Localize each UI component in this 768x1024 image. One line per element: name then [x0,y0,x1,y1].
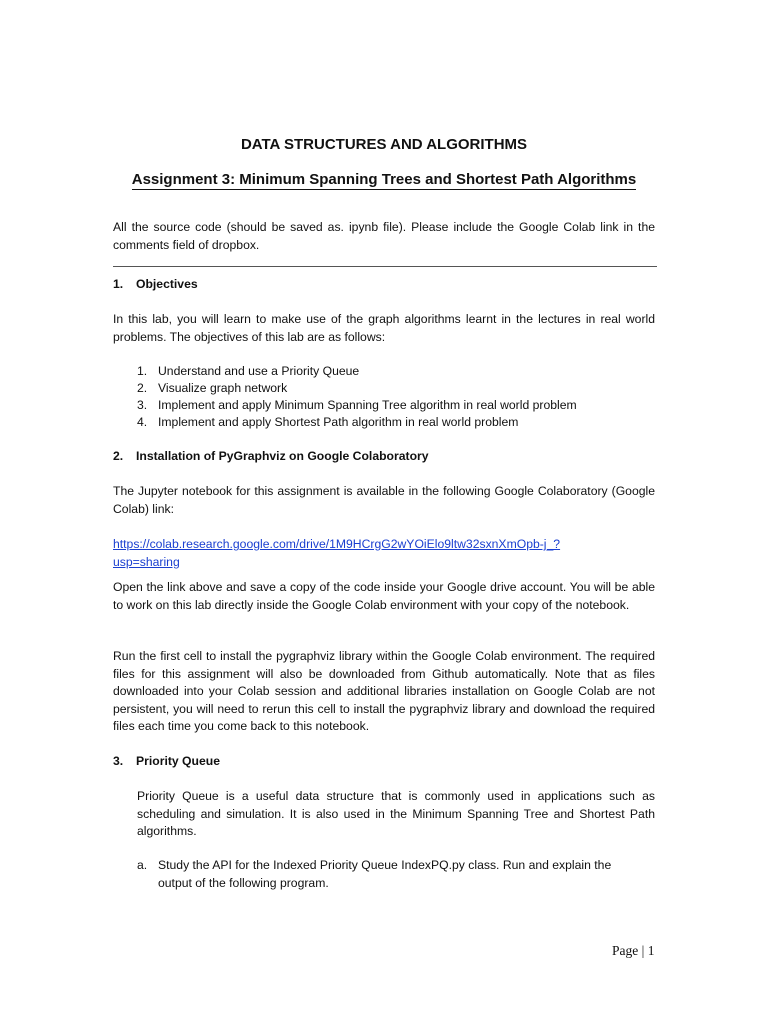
list-item-text: Understand and use a Priority Queue [158,364,360,378]
sub-item [137,857,637,892]
sub-item-letter: a. [137,858,148,872]
colab-link-line-2[interactable]: usp=sharing [113,554,180,569]
list-item-number: 4. [137,415,148,429]
list-item [137,414,518,432]
document-title: DATA STRUCTURES AND ALGORITHMS [240,136,528,153]
priority-queue-paragraph: Priority Queue is a useful data structure that is commonly used in applications such as scheduling and simulation. It is also used in the Minimum Spanning Tree and Shortest Path algorithms. [137,789,655,838]
list-item-number: 3. [137,398,148,412]
list-item-text: Implement and apply Shortest Path algorithm in real world problem [158,415,519,429]
section-title: Priority Queue [136,754,220,768]
section-number: 3. [113,754,124,768]
list-item [137,363,359,381]
page-number-footer: Page | 1 [612,943,655,958]
objectives-paragraph: In this lab, you will learn to make use of the graph algorithms learnt in the lectures in real world problems. The objectives of this lab are as follows: [113,312,655,344]
list-item-text: Visualize graph network [158,381,288,395]
open-link-paragraph: Open the link above and save a copy of the code inside your Google drive account. You will be able to work on this lab directly inside the Google Colab environment with your copy of the notebook. [113,580,655,612]
section-heading-installation [113,448,429,466]
list-item [137,380,287,398]
divider-line [113,266,657,267]
installation-paragraph: The Jupyter notebook for this assignment is available in the following Google Colaboratory (Google Colab) link: [113,484,655,516]
section-title: Installation of PyGraphviz on Google Colaboratory [136,449,429,463]
assignment-subtitle-text: Assignment 3: Minimum Spanning Trees and Shortest Path Algorithms [131,171,637,188]
section-title: Objectives [136,277,198,291]
list-item-number: 2. [137,381,148,395]
colab-link-line-1[interactable]: https://colab.research.google.com/drive/1M9HCrgG2wYOiElo9ltw32sxnXmOpb-j_? [113,537,561,551]
section-heading-priority-queue [113,753,220,771]
sub-item-text: Study the API for the Indexed Priority Queue IndexPQ.py class. Run and explain the output of the following program. [158,858,612,890]
section-number: 1. [113,277,124,291]
section-heading-objectives [113,276,198,294]
assignment-subtitle [0,171,768,189]
list-item [137,397,577,415]
list-item-text: Implement and apply Minimum Spanning Tree algorithm in real world problem [158,398,577,412]
section-number: 2. [113,449,124,463]
list-item-number: 1. [137,364,148,378]
intro-paragraph: All the source code (should be saved as. ipynb file). Please include the Google Colab link in the comments field of dropbox. [113,220,655,252]
run-cell-paragraph: Run the first cell to install the pygraphviz library within the Google Colab environment. The required files for this assignment will also be downloaded from Github automatically. Note that as files downloaded into your Colab session and additional libraries installation on Google Colab are not persistent, you will need to rerun this cell to install the pygraphviz library and download the required files each time you come back to this notebook. [113,649,655,733]
colab-link[interactable] [113,536,653,571]
